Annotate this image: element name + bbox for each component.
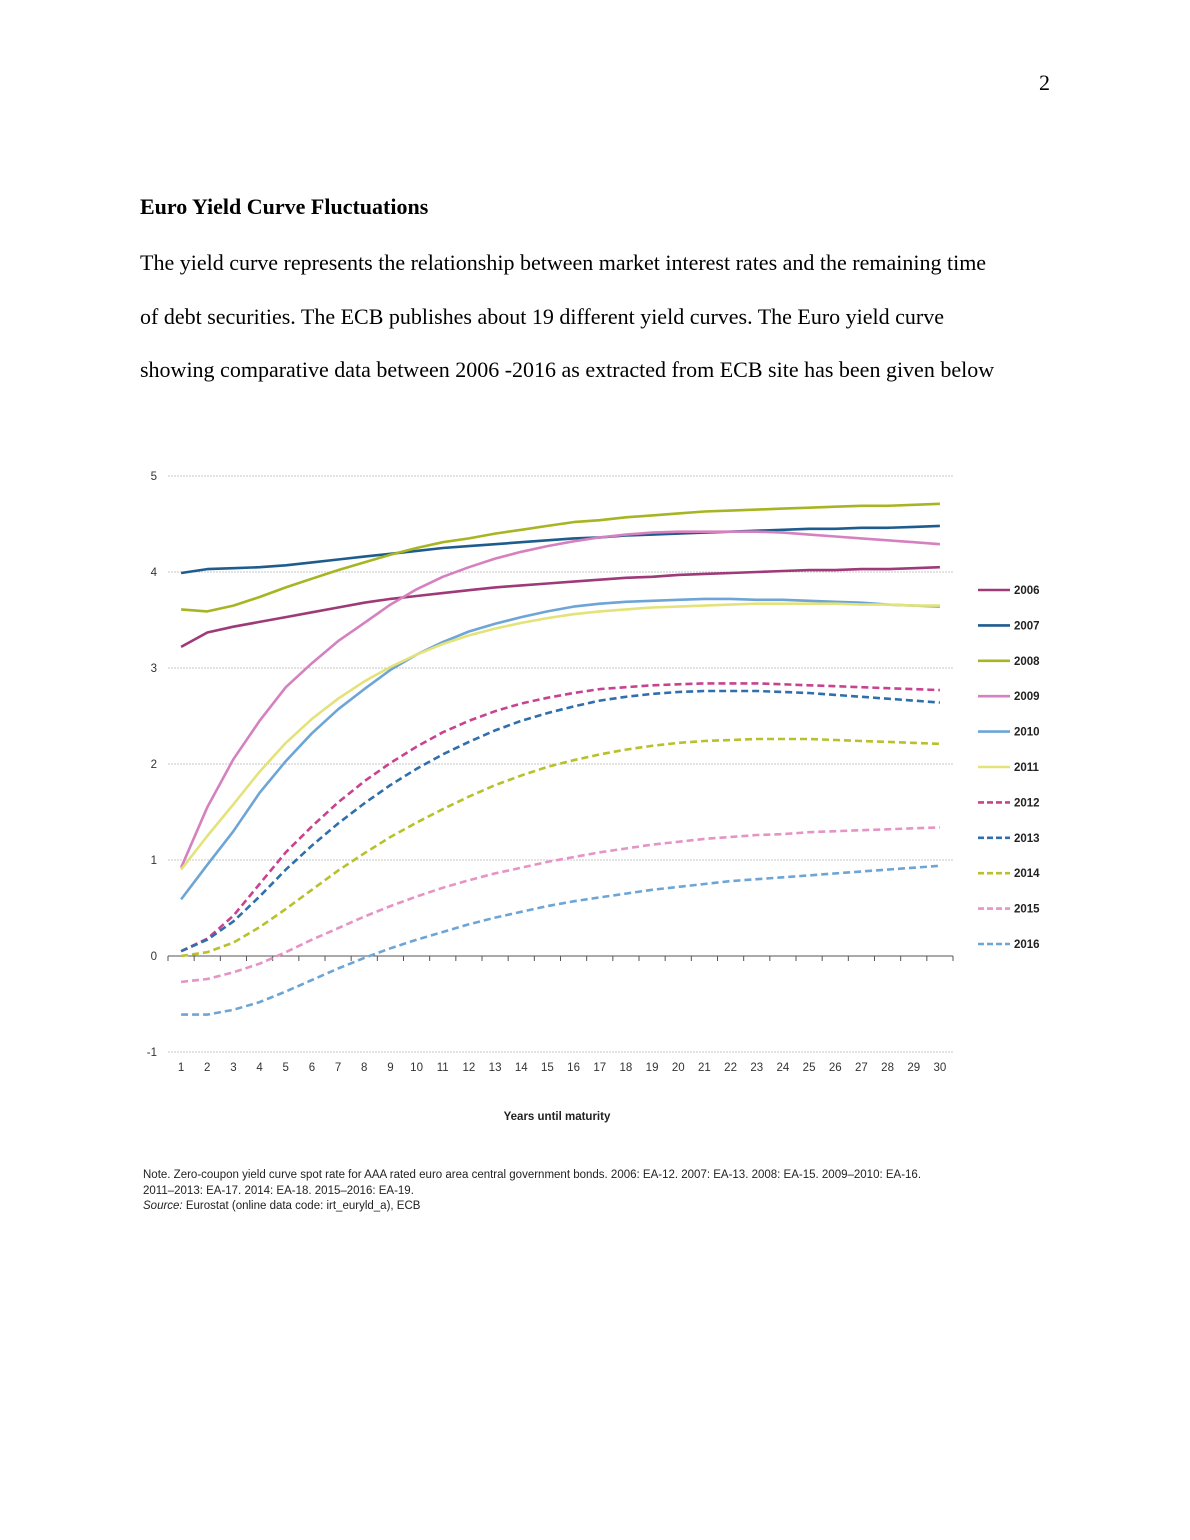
series-line-2011 xyxy=(181,604,940,870)
legend-label-2015: 2015 xyxy=(1014,903,1040,916)
x-tick-label: 16 xyxy=(567,1062,580,1074)
series-line-2013 xyxy=(181,691,940,951)
x-tick-label: 11 xyxy=(436,1062,449,1074)
x-tick-label: 6 xyxy=(308,1062,316,1074)
legend-label-2007: 2007 xyxy=(1014,620,1040,633)
x-tick-label: 26 xyxy=(828,1062,842,1074)
series-line-2014 xyxy=(181,739,940,956)
legend-label-2016: 2016 xyxy=(1014,939,1040,951)
series-lines xyxy=(181,504,940,1015)
x-tick-label: 30 xyxy=(933,1062,947,1074)
x-tick-label: 17 xyxy=(593,1062,607,1074)
x-tick-label: 5 xyxy=(282,1062,289,1074)
x-tick-label: 20 xyxy=(671,1062,685,1074)
series-line-2007 xyxy=(181,526,940,573)
paragraph-line: showing comparative data between 2006 -2016 as extracted from ECB site has been given below xyxy=(140,357,995,382)
x-tick-label: 13 xyxy=(488,1062,502,1074)
x-tick-label: 19 xyxy=(645,1062,659,1074)
x-tick-label: 15 xyxy=(541,1062,554,1074)
x-tick-label: 7 xyxy=(334,1062,342,1074)
x-tick-label: 8 xyxy=(361,1062,368,1074)
chart-note xyxy=(143,1168,963,1215)
legend-label-2013: 2013 xyxy=(1014,832,1040,845)
series-line-2008 xyxy=(181,504,940,612)
series-line-2012 xyxy=(181,683,940,951)
x-tick-label: 22 xyxy=(724,1062,737,1074)
x-tick-label: 21 xyxy=(698,1062,711,1074)
x-tick-label: 25 xyxy=(802,1062,816,1074)
y-tick-label: -1 xyxy=(146,1047,157,1059)
x-tick-label: 9 xyxy=(387,1062,394,1074)
x-tick-label: 18 xyxy=(619,1062,633,1074)
x-tick-label: 28 xyxy=(881,1062,894,1074)
legend-label-2010: 2010 xyxy=(1014,726,1040,739)
section-heading: Euro Yield Curve Fluctuations xyxy=(140,194,429,219)
paragraph-line: The yield curve represents the relationship between market interest rates and the remaining time xyxy=(140,250,987,275)
y-tick-label: 2 xyxy=(150,759,157,771)
paragraph-line: of debt securities. The ECB publishes about 19 different yield curves. The Euro yield curve xyxy=(140,303,945,329)
x-tick-label: 2 xyxy=(204,1062,211,1074)
x-tick-label: 4 xyxy=(256,1062,263,1074)
legend xyxy=(978,585,1040,951)
y-tick-label: 4 xyxy=(150,567,157,579)
x-tick-label: 14 xyxy=(514,1062,528,1074)
y-tick-label: 5 xyxy=(150,471,157,483)
y-tick-label: 0 xyxy=(150,951,157,963)
x-tick-label: 10 xyxy=(410,1062,423,1074)
page-number: 2 xyxy=(1039,70,1050,95)
yield-curve-chart xyxy=(130,440,1070,1140)
y-tick-label: 3 xyxy=(150,663,157,675)
x-axis-label: Years until maturity xyxy=(503,1111,611,1123)
x-tick-label: 27 xyxy=(855,1062,868,1074)
x-tick-label: 23 xyxy=(750,1062,764,1074)
source-text: Eurostat (online data code: irt_euryld_a), ECB xyxy=(182,1200,421,1212)
source-label: Source: xyxy=(143,1200,183,1212)
y-axis-ticks xyxy=(147,471,158,1059)
legend-label-2009: 2009 xyxy=(1014,691,1040,704)
x-axis-ticks xyxy=(178,1062,946,1074)
legend-label-2011: 2011 xyxy=(1014,762,1039,774)
x-tick-label: 12 xyxy=(462,1062,476,1074)
x-tick-label: 29 xyxy=(907,1062,921,1074)
legend-label-2014: 2014 xyxy=(1014,868,1040,881)
x-tick-label: 3 xyxy=(230,1062,237,1074)
y-tick-label: 1 xyxy=(150,855,157,867)
x-tick-label: 24 xyxy=(776,1062,790,1074)
series-line-2010 xyxy=(181,599,940,900)
series-line-2006 xyxy=(181,567,940,647)
legend-label-2006: 2006 xyxy=(1014,585,1040,597)
legend-label-2008: 2008 xyxy=(1014,655,1040,668)
note-line: Note. Zero-coupon yield curve spot rate for AAA rated euro area central government bonds. 2006: EA-12. 2007: EA-13. 2008: EA-15. 2009–2010: EA-16. xyxy=(143,1169,922,1181)
legend-label-2012: 2012 xyxy=(1014,797,1040,810)
note-line: 2011–2013: EA-17. 2014: EA-18. 2015–2016: EA-19. xyxy=(143,1184,414,1197)
source-line xyxy=(143,1199,963,1215)
x-tick-label: 1 xyxy=(177,1062,185,1074)
x-axis xyxy=(168,956,953,961)
series-line-2016 xyxy=(181,866,940,1015)
body-paragraph xyxy=(140,236,1060,397)
